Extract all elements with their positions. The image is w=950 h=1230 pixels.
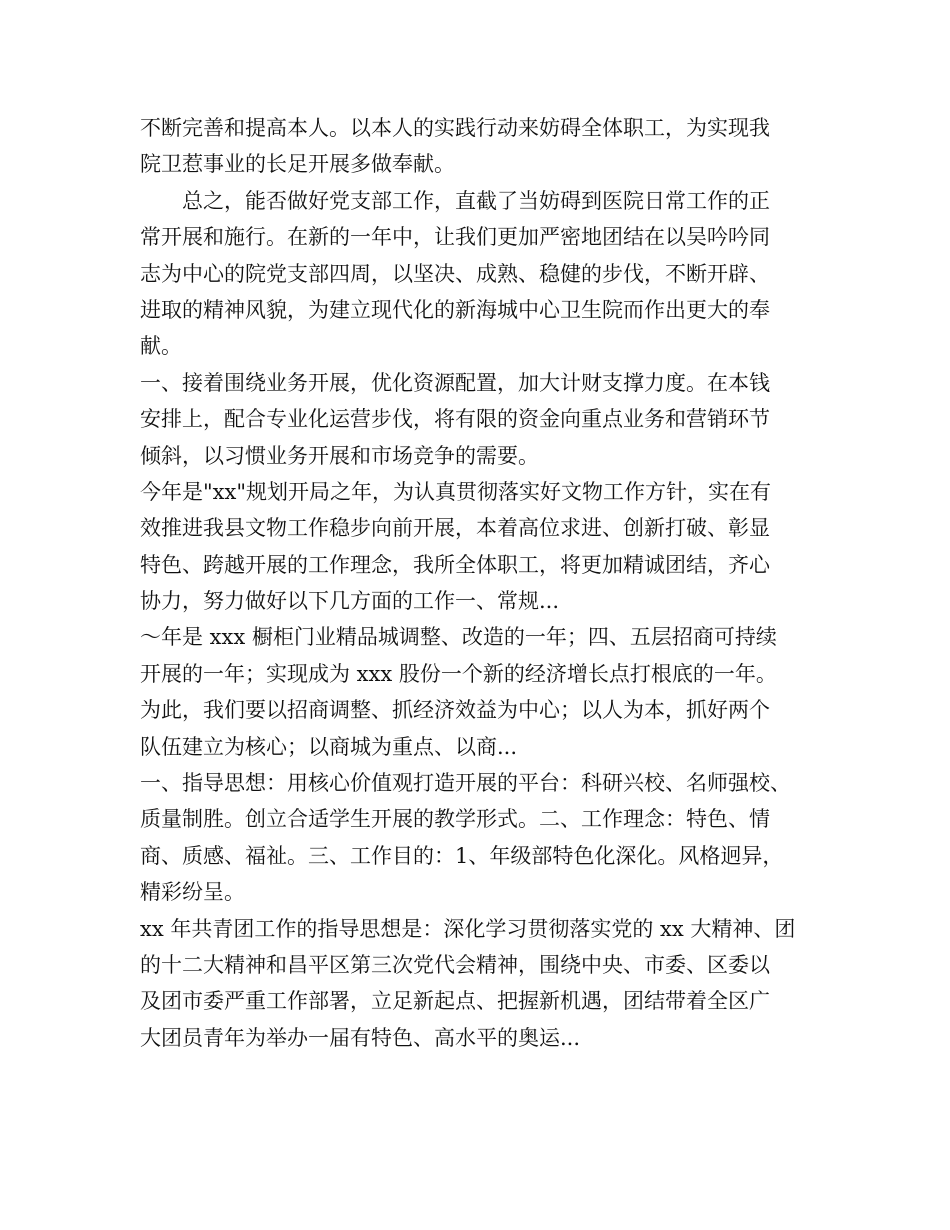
text-line: 志为中心的院党支部四周，以坚决、成熟、稳健的步伐，不断开辟、 <box>140 261 770 286</box>
text-line: 献。 <box>140 334 182 359</box>
text-line: 一、指导思想：用核心价值观打造开展的平台：科研兴校、名师强校、 <box>140 771 791 796</box>
text-line: 常开展和施行。在新的一年中，让我们更加严密地团结在以吴吟吟同 <box>140 225 770 250</box>
text-line: 今年是"xx"规划开局之年，为认真贯彻落实好文物工作方针，实在有 <box>140 479 772 504</box>
text-line: 倾斜，以习惯业务开展和市场竞争的需要。 <box>140 443 539 468</box>
document-body <box>140 110 820 1056</box>
text-line: 队伍建立为核心；以商城为重点、以商... <box>140 734 518 759</box>
text-line: 商、质感、福祉。三、工作目的：1、年级部特色化深化。风格迥异， <box>140 843 784 868</box>
text-line: 不断完善和提高本人。以本人的实践行动来妨碍全体职工，为实现我 <box>140 116 770 140</box>
text-line: 协力，努力做好以下几方面的工作一、常规... <box>140 589 560 614</box>
text-line: 特色、跨越开展的工作理念，我所全体职工，将更加精诚团结，齐心 <box>140 552 770 577</box>
text-line: 开展的一年；实现成为 xxx 股份一个新的经济增长点打根底的一年。 <box>140 661 777 686</box>
text-line: 的十二大精神和昌平区第三次党代会精神，围绕中央、市委、区委以 <box>140 952 770 977</box>
text-line: 总之，能否做好党支部工作，直截了当妨碍到医院日常工作的正 <box>182 188 770 213</box>
text-line: 为此，我们要以招商调整、抓经济效益为中心；以人为本，抓好两个 <box>140 698 770 723</box>
text-line: xx 年共青团工作的指导思想是：深化学习贯彻落实党的 xx 大精神、团 <box>140 916 796 941</box>
text-line: 进取的精神风貌，为建立现代化的新海城中心卫生院而作出更大的奉 <box>140 297 770 322</box>
text-line: 及团市委严重工作部署，立足新起点、把握新机遇，团结带着全区广 <box>140 989 770 1014</box>
text-line: ～年是 xxx 橱柜门业精品城调整、改造的一年；四、五层招商可持续 <box>140 625 777 650</box>
text-line: 效推进我县文物工作稳步向前开展，本着高位求进、创新打破、彰显 <box>140 516 770 541</box>
text-line: 一、接着围绕业务开展，优化资源配置，加大计财支撑力度。在本钱 <box>140 370 770 395</box>
text-line: 质量制胜。创立合适学生开展的教学形式。二、工作理念：特色、情 <box>140 807 770 832</box>
text-line: 精彩纷呈。 <box>140 880 245 905</box>
text-line: 安排上，配合专业化运营步伐，将有限的资金向重点业务和营销环节 <box>140 407 770 432</box>
text-line: 院卫惹事业的长足开展多做奉献。 <box>140 152 455 177</box>
text-line: 大团员青年为举办一届有特色、高水平的奥运... <box>140 1025 581 1050</box>
